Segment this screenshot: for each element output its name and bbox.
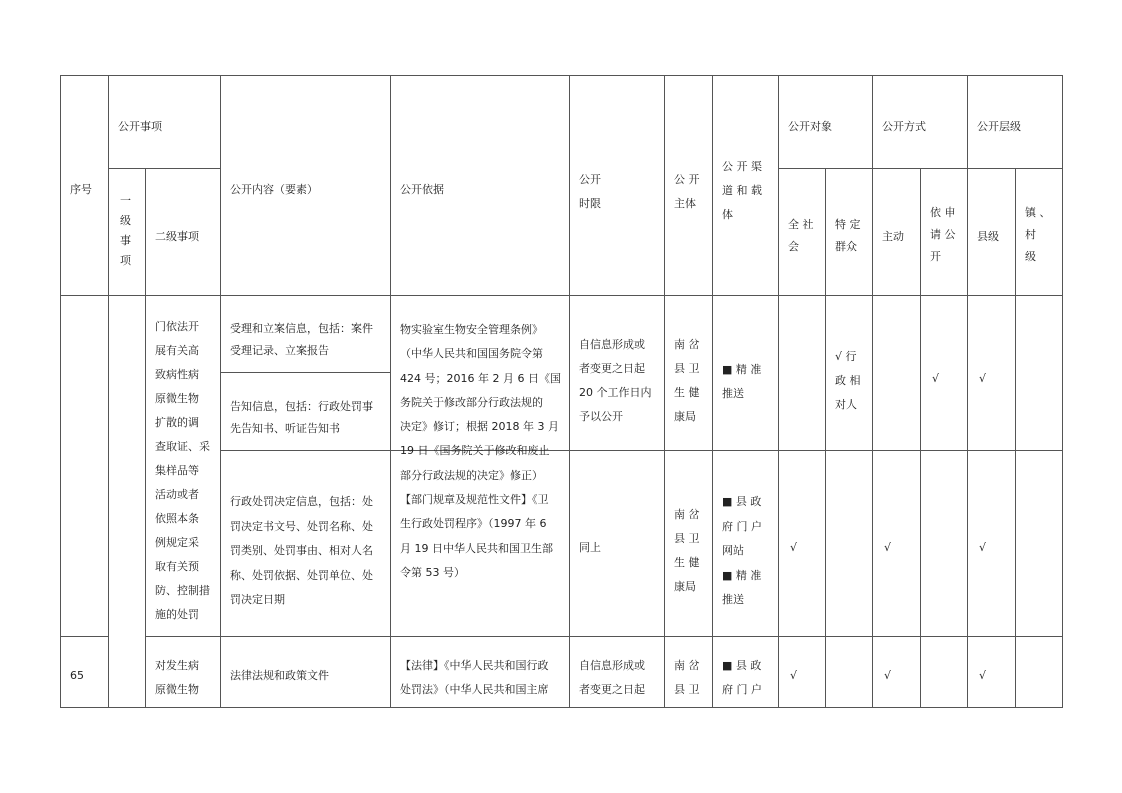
row-divider-seq bbox=[60, 636, 108, 637]
header-seq: 序号 bbox=[70, 183, 92, 196]
header-time-limit: 公开 时限 bbox=[579, 173, 601, 210]
row1-specific-ab: √ 行 政 相 对人 bbox=[835, 350, 861, 411]
row2-subject: 南 岔 县 卫 bbox=[674, 659, 700, 696]
row1-subject-c: 南 岔 县 卫 生 健 康局 bbox=[674, 508, 700, 593]
row1-content-b: 告知信息，包括：行政处罚事 先告知书、听证告知书 bbox=[230, 400, 373, 435]
row2-active-check: √ bbox=[884, 669, 892, 682]
row1-channel-c: ■ 县 政 府 门 户 网站 ■ 精 准 推送 bbox=[722, 495, 762, 606]
header-method-active: 主动 bbox=[882, 230, 904, 243]
header-subject: 公 开 主体 bbox=[674, 173, 700, 210]
header-channel: 公 开 渠 道 和 载 体 bbox=[722, 160, 762, 221]
header-level-county: 县级 bbox=[977, 230, 999, 243]
row1-apply-check: √ bbox=[932, 372, 940, 385]
header-target-all: 全 社 会 bbox=[788, 218, 814, 253]
col-line-10 bbox=[872, 75, 873, 707]
row1-time-limit-c: 同上 bbox=[579, 541, 601, 554]
header-content: 公开内容（要素） bbox=[230, 183, 318, 196]
col-line-7 bbox=[712, 75, 713, 707]
col-line-11 bbox=[920, 168, 921, 707]
header-level-town: 镇 、 村 级 bbox=[1025, 206, 1051, 263]
col-line-2 bbox=[145, 168, 146, 707]
header-method-apply: 依 申 请 公 开 bbox=[930, 206, 956, 263]
header-level2: 二级事项 bbox=[155, 230, 199, 243]
row1-basis: 物实验室生物安全管理条例》 （中华人民共和国国务院令第 424 号；2016 年 2 月 6 日《国 务院关于修改部分行政法规的 决定》修订；根据 2018 年 3 月 19 日《国务院关于修改和废止 部分行政法规的决定》修正） 【部门规章及规范性文件】《卫 生行政处罚程序》（1997 年 6 月 19 日中华人民共和国卫生部 令第 53 号） bbox=[400, 323, 561, 579]
row1-content-c: 行政处罚决定信息，包括：处 罚决定书文号、处罚名称、处 罚类别、处罚事由、相对人名 称、处罚依据、处罚单位、处 罚决定日期 bbox=[230, 495, 373, 606]
content-divider-ab bbox=[220, 372, 390, 373]
row1-level2: 门依法开 展有关高 致病性病 原微生物 扩散的调 查取证、采 集样品等 活动或者 依照本条 例规定采 取有关预 防、控制措 施的处罚 bbox=[155, 320, 210, 621]
col-line-5 bbox=[569, 75, 570, 707]
row1-active-check: √ bbox=[884, 541, 892, 554]
col-line-3 bbox=[220, 75, 221, 707]
header-method: 公开方式 bbox=[882, 120, 926, 133]
col-line-12 bbox=[967, 75, 968, 707]
header-level: 公开层级 bbox=[977, 120, 1021, 133]
row2-basis: 【法律】《中华人民共和国行政 处罚法》（中华人民共和国主席 bbox=[400, 659, 549, 696]
row2-time-limit: 自信息形成或 者变更之日起 bbox=[579, 659, 645, 696]
row1-county-check-c: √ bbox=[979, 541, 987, 554]
table-border-top bbox=[60, 75, 1063, 76]
row1-channel-ab: ■ 精 准 推送 bbox=[722, 363, 762, 400]
row1-time-limit-ab: 自信息形成或 者变更之日起 20 个工作日内 予以公开 bbox=[579, 338, 652, 423]
col-line-4 bbox=[390, 75, 391, 707]
table-border-bottom bbox=[60, 707, 1063, 708]
row1-all-check: √ bbox=[790, 541, 798, 554]
table-border-right bbox=[1062, 75, 1063, 707]
col-line-6 bbox=[664, 75, 665, 707]
row-divider-row2 bbox=[145, 636, 1063, 637]
col-line-1 bbox=[108, 75, 109, 707]
row2-seq: 65 bbox=[70, 669, 84, 682]
row-divider-c bbox=[220, 450, 1063, 451]
row1-content-a: 受理和立案信息，包括：案件 受理记录、立案报告 bbox=[230, 322, 373, 357]
col-line-13 bbox=[1015, 168, 1016, 707]
header-bottom-border bbox=[60, 295, 1063, 296]
header-basis: 公开依据 bbox=[400, 183, 444, 196]
header-divider-matters bbox=[108, 168, 220, 169]
header-target: 公开对象 bbox=[788, 120, 832, 133]
header-matters: 公开事项 bbox=[118, 120, 162, 133]
table-border-left bbox=[60, 75, 61, 707]
col-line-9 bbox=[825, 168, 826, 707]
row1-subject-ab: 南 岔 县 卫 生 健 康局 bbox=[674, 338, 700, 423]
row2-all-check: √ bbox=[790, 669, 798, 682]
row2-content: 法律法规和政策文件 bbox=[230, 669, 329, 682]
row2-channel: ■ 县 政 府 门 户 bbox=[722, 659, 762, 696]
row2-county-check: √ bbox=[979, 669, 987, 682]
row1-county-check: √ bbox=[979, 372, 987, 385]
header-target-specific: 特 定 群众 bbox=[835, 218, 861, 253]
header-level1: 一 级 事 项 bbox=[120, 194, 131, 267]
col-line-8 bbox=[778, 75, 779, 707]
row2-level2: 对发生病 原微生物 bbox=[155, 659, 199, 696]
